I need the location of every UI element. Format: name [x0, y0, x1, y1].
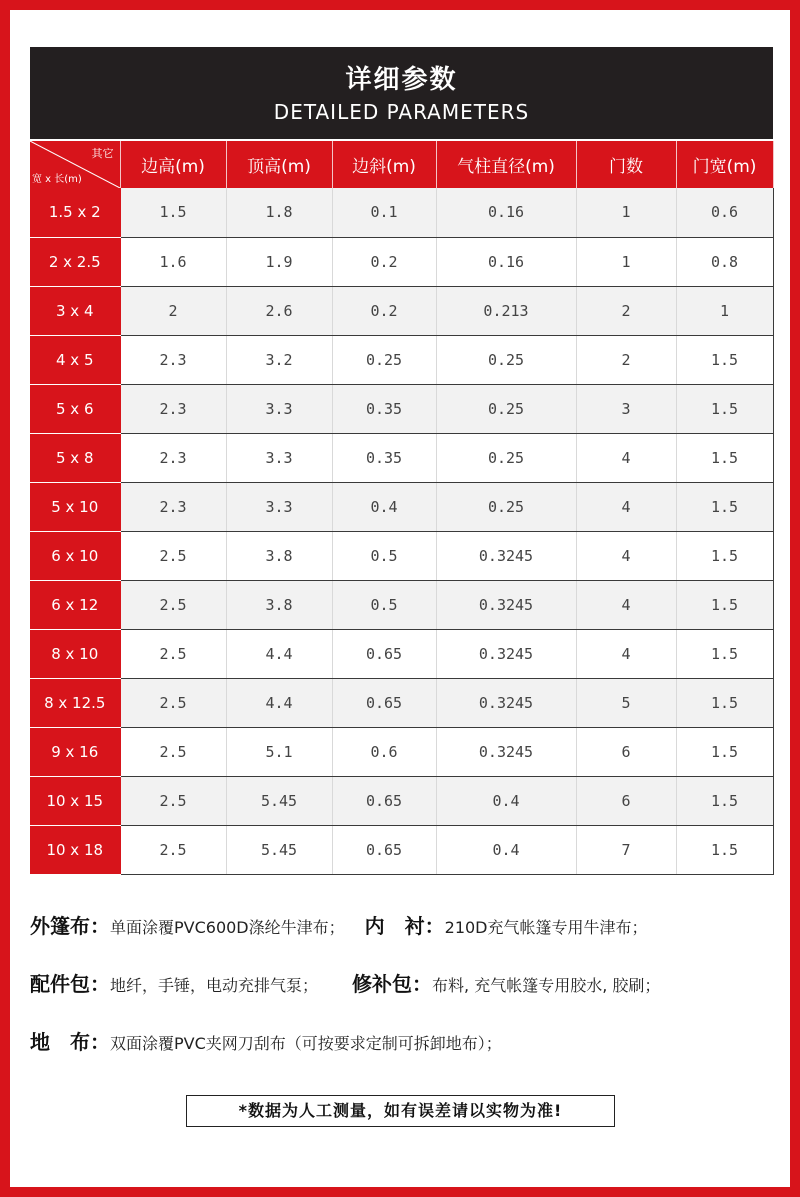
spec-value-lining: 210D充气帐篷专用牛津布； [444, 918, 648, 937]
value-cell: 2.6 [226, 286, 332, 335]
value-cell: 0.3245 [436, 727, 576, 776]
value-cell: 3 [576, 384, 676, 433]
value-cell: 3.3 [226, 384, 332, 433]
value-cell: 0.1 [332, 188, 436, 237]
value-cell: 1.5 [676, 629, 773, 678]
value-cell: 0.213 [436, 286, 576, 335]
value-cell: 5.1 [226, 727, 332, 776]
size-cell: 8 x 12.5 [30, 678, 120, 727]
value-cell: 0.16 [436, 237, 576, 286]
value-cell: 2.5 [120, 629, 226, 678]
value-cell: 0.3245 [436, 580, 576, 629]
value-cell: 4 [576, 580, 676, 629]
spec-line-kits [30, 968, 790, 1026]
spec-value-accessory: 地纤，手锤，电动充排气泵； [110, 976, 319, 995]
value-cell: 3.2 [226, 335, 332, 384]
value-cell: 2.5 [120, 531, 226, 580]
value-cell: 1.5 [676, 335, 773, 384]
table-body [30, 188, 773, 874]
column-header: 边斜(m) [332, 141, 436, 188]
size-cell: 9 x 16 [30, 727, 120, 776]
corner-label-top: 其它 [91, 147, 114, 160]
value-cell: 2 [120, 286, 226, 335]
table-row [30, 825, 773, 874]
value-cell: 5 [576, 678, 676, 727]
value-cell: 1.5 [676, 776, 773, 825]
table-row [30, 531, 773, 580]
value-cell: 2.3 [120, 384, 226, 433]
value-cell: 4.4 [226, 629, 332, 678]
value-cell: 0.25 [436, 335, 576, 384]
value-cell: 0.35 [332, 384, 436, 433]
value-cell: 0.3245 [436, 531, 576, 580]
header-title-en: DETAILED PARAMETERS [273, 100, 530, 124]
value-cell: 0.25 [436, 433, 576, 482]
value-cell: 1 [676, 286, 773, 335]
value-cell: 4 [576, 433, 676, 482]
spec-line-floor [30, 1026, 790, 1084]
table-row [30, 433, 773, 482]
value-cell: 2.5 [120, 727, 226, 776]
value-cell: 0.25 [332, 335, 436, 384]
table-row [30, 286, 773, 335]
value-cell: 2 [576, 335, 676, 384]
value-cell: 3.8 [226, 531, 332, 580]
size-cell: 10 x 18 [30, 825, 120, 874]
spec-label-floor: 地 布： [30, 1030, 110, 1054]
value-cell: 1.6 [120, 237, 226, 286]
size-cell: 4 x 5 [30, 335, 120, 384]
column-header: 门宽(m) [676, 141, 773, 188]
value-cell: 1.5 [676, 825, 773, 874]
spec-value-floor: 双面涂覆PVC夹网刀刮布（可按要求定制可拆卸地布）； [110, 1034, 502, 1053]
size-cell: 6 x 10 [30, 531, 120, 580]
value-cell: 1.5 [676, 433, 773, 482]
value-cell: 1.5 [676, 482, 773, 531]
value-cell: 0.2 [332, 286, 436, 335]
size-cell: 2 x 2.5 [30, 237, 120, 286]
spec-label-repair: 修补包： [352, 972, 433, 996]
value-cell: 3.8 [226, 580, 332, 629]
spec-value-repair: 布料, 充气帐篷专用胶水, 胶刷； [432, 976, 661, 995]
value-cell: 0.65 [332, 825, 436, 874]
specs-section [30, 910, 790, 1084]
spec-label-accessory: 配件包： [30, 972, 110, 996]
table-row [30, 237, 773, 286]
value-cell: 1.8 [226, 188, 332, 237]
spec-line-fabric [30, 910, 790, 968]
value-cell: 5.45 [226, 776, 332, 825]
value-cell: 2 [576, 286, 676, 335]
table-corner-cell [30, 141, 120, 188]
spec-label-outer: 外篷布： [30, 914, 110, 938]
column-header: 顶高(m) [226, 141, 332, 188]
value-cell: 3.3 [226, 433, 332, 482]
value-cell: 1.5 [676, 727, 773, 776]
section-header [30, 47, 773, 139]
value-cell: 1 [576, 237, 676, 286]
value-cell: 1.5 [676, 531, 773, 580]
size-cell: 8 x 10 [30, 629, 120, 678]
value-cell: 4 [576, 629, 676, 678]
size-cell: 1.5 x 2 [30, 188, 120, 237]
value-cell: 4.4 [226, 678, 332, 727]
value-cell: 0.3245 [436, 678, 576, 727]
value-cell: 4 [576, 482, 676, 531]
table-row [30, 384, 773, 433]
table-row [30, 629, 773, 678]
value-cell: 1.5 [676, 580, 773, 629]
measurement-note: *数据为人工测量，如有误差请以实物为准! [186, 1095, 615, 1127]
value-cell: 2.3 [120, 335, 226, 384]
column-header: 气柱直径(m) [436, 141, 576, 188]
value-cell: 0.5 [332, 531, 436, 580]
header-title-cn: 详细参数 [345, 65, 458, 95]
size-cell: 10 x 15 [30, 776, 120, 825]
value-cell: 0.6 [676, 188, 773, 237]
value-cell: 0.3245 [436, 629, 576, 678]
value-cell: 4 [576, 531, 676, 580]
value-cell: 2.5 [120, 776, 226, 825]
table-row [30, 580, 773, 629]
size-cell: 5 x 8 [30, 433, 120, 482]
value-cell: 1.5 [676, 384, 773, 433]
value-cell: 7 [576, 825, 676, 874]
value-cell: 2.5 [120, 580, 226, 629]
value-cell: 0.65 [332, 776, 436, 825]
value-cell: 0.16 [436, 188, 576, 237]
value-cell: 6 [576, 776, 676, 825]
size-cell: 6 x 12 [30, 580, 120, 629]
value-cell: 0.25 [436, 482, 576, 531]
size-cell: 5 x 6 [30, 384, 120, 433]
column-header: 边高(m) [120, 141, 226, 188]
value-cell: 2.3 [120, 433, 226, 482]
value-cell: 0.4 [436, 825, 576, 874]
value-cell: 2.5 [120, 825, 226, 874]
value-cell: 2.5 [120, 678, 226, 727]
table-row [30, 678, 773, 727]
value-cell: 0.4 [436, 776, 576, 825]
value-cell: 0.35 [332, 433, 436, 482]
value-cell: 0.2 [332, 237, 436, 286]
table-row [30, 335, 773, 384]
value-cell: 0.5 [332, 580, 436, 629]
column-header: 门数 [576, 141, 676, 188]
table-header-row [30, 141, 773, 188]
value-cell: 1.9 [226, 237, 332, 286]
table-row [30, 482, 773, 531]
value-cell: 0.25 [436, 384, 576, 433]
value-cell: 2.3 [120, 482, 226, 531]
value-cell: 5.45 [226, 825, 332, 874]
table-row [30, 727, 773, 776]
value-cell: 0.65 [332, 678, 436, 727]
value-cell: 3.3 [226, 482, 332, 531]
table-row [30, 776, 773, 825]
value-cell: 0.65 [332, 629, 436, 678]
corner-label-bottom: 宽 x 长(m) [32, 174, 82, 185]
size-cell: 3 x 4 [30, 286, 120, 335]
value-cell: 1 [576, 188, 676, 237]
value-cell: 0.8 [676, 237, 773, 286]
value-cell: 1.5 [120, 188, 226, 237]
value-cell: 0.4 [332, 482, 436, 531]
parameters-table [30, 141, 774, 875]
spec-label-lining: 内 衬： [364, 914, 445, 938]
value-cell: 1.5 [676, 678, 773, 727]
size-cell: 5 x 10 [30, 482, 120, 531]
spec-value-outer: 单面涂覆PVC600D涤纶牛津布； [110, 918, 345, 937]
value-cell: 0.6 [332, 727, 436, 776]
table-row [30, 188, 773, 237]
value-cell: 6 [576, 727, 676, 776]
